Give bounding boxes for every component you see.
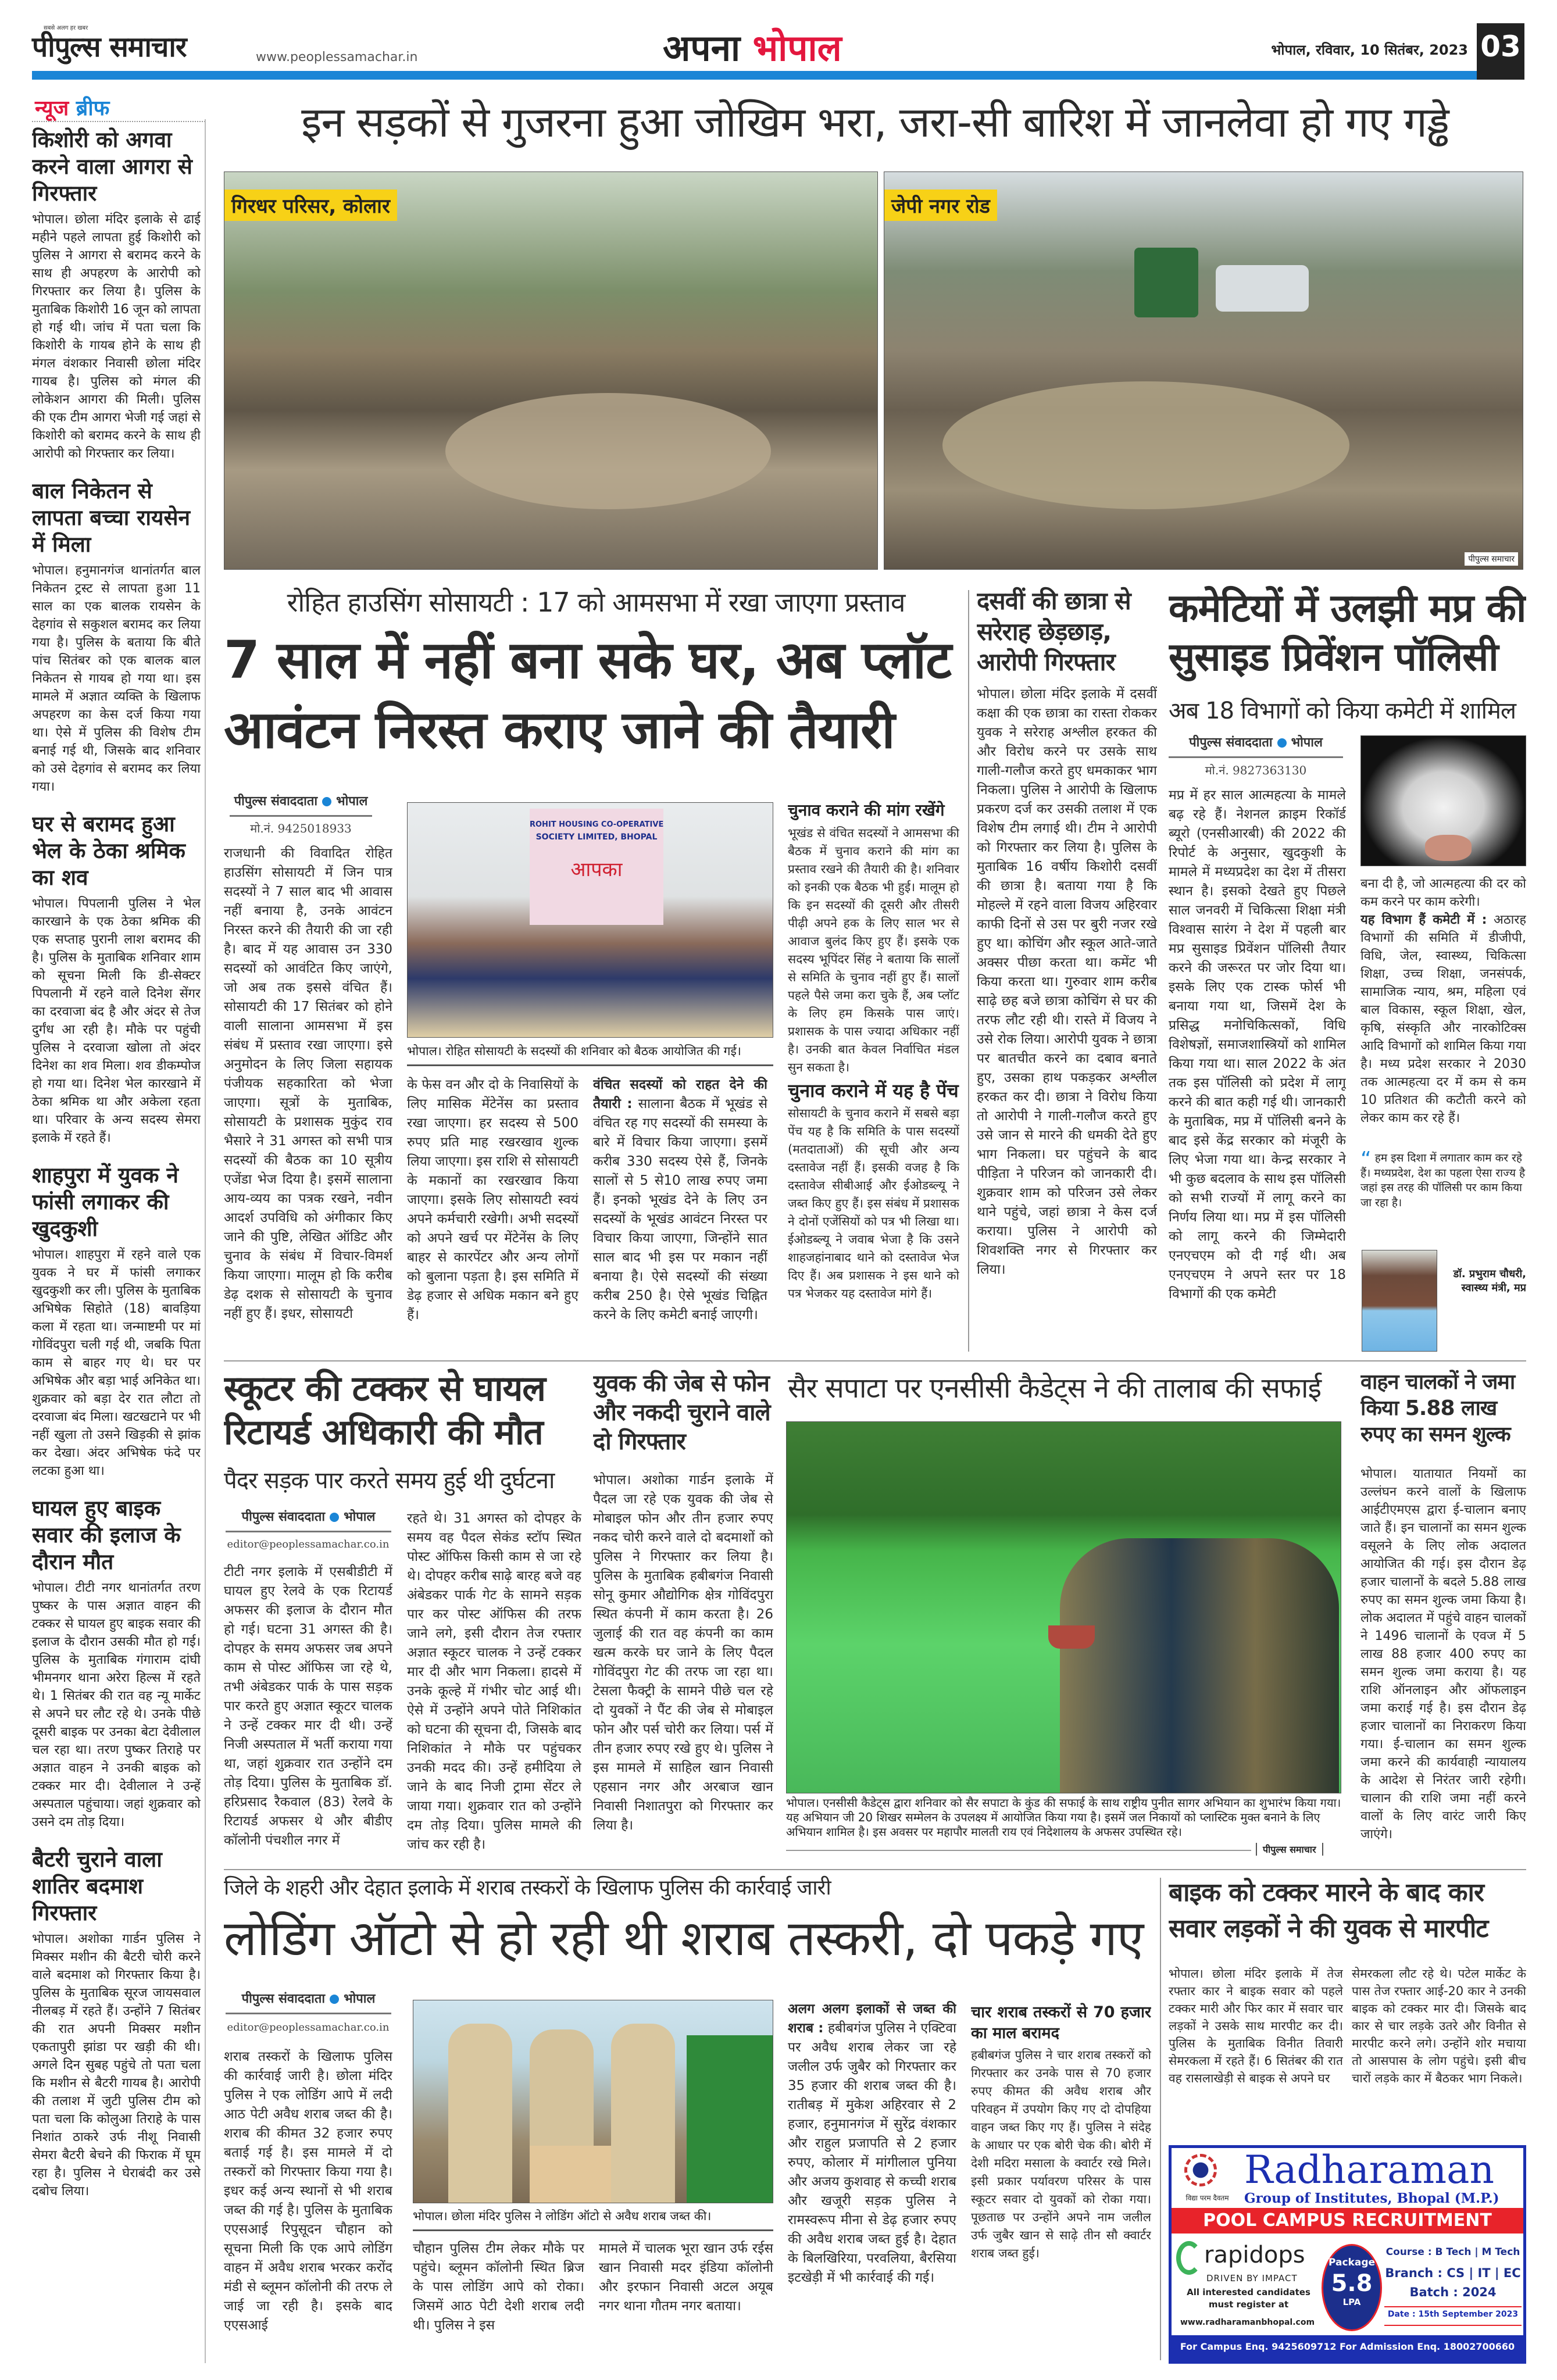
column-rule xyxy=(1160,1878,1161,2360)
brief-item: शाहपुरा में युवक ने फांसी लगाकर की खुदकुशी भोपाल। शाहपुरा में रहने वाले एक युवक ने घर में फांसी लगाकर खुदकुशी कर ली। पुलिस के मुताबिक अभिषेक सिहोते (18) बावड़िया कला में रहता था। जन्माष्टमी पर मां गोविंदपुरा चली गई थी, जबकि पिता काम से बाहर गए थे। घर पर अभिषेक और बड़ा भाई अनिकेत था। शुक्रवार को बड़ा देर रात लौटा तो दरवाजा बंद मिला। खटखटाने पर भी नहीं खुला तो उसने खिड़की से झांक कर देखा। अंदर अभिषेक फंदे पर लटका हुआ था। xyxy=(32,1163,201,1478)
brief-divider xyxy=(32,121,205,122)
liquor-col1: शराब तस्करों के खिलाफ पुलिस की कार्रवाई जारी है। छोला मंदिर पुलिस ने एक लोडिंग आपे में लदी आठ पेटी अवैध शराब जब्त की है। शराब की कीमत 32 हजार रुपए बताई गई है। इस मामले में दो तस्करों को गिरफ्तार किया गया है। इधर कई अन्य स्थानों से भी शराब जब्त की गई है। पुलिस के मुताबिक एएसआई रिपुसूदन चौहान को सूचना मिली कि एक आपे लोडिंग वाहन में अवैध शराब भरकर करोंद मंडी से ब्लूमन कॉलोनी की तरफ ले जाई जा रही है। इसके बाद एएसआई xyxy=(224,2049,392,2333)
liquor-col3: मामले में चालक भूरा खान उर्फ रईस खान निवासी मदर इंडिया कॉलोनी और इरफान निवासी अटल अयूब नगर थाना गौतम नगर बताया। xyxy=(599,2241,773,2314)
auto-rickshaw xyxy=(1134,248,1198,317)
suicide-subhead: अब 18 विभागों को किया कमेटी में शामिल xyxy=(1169,698,1516,724)
ad-company-tag: DRIVEN BY IMPACT xyxy=(1206,2273,1298,2283)
news-brief-list xyxy=(32,127,201,2363)
section-rule xyxy=(224,1869,1526,1870)
ad-brand: Radharaman xyxy=(1244,2148,1494,2192)
suicide-col1: मप्र में हर साल आत्महत्या के मामले बढ़ रहे हैं। नेशनल क्राइम रिकॉर्ड ब्यूरो (एनसीआरबी) की 2022 की रिपोर्ट के अनुसार, खुदकुशी के मामले में मध्यप्रदेश का देश में तीसरा स्थान है। इसको देखते हुए पिछले साल जनवरी में चिकित्सा शिक्षा मंत्री विश्वास सारंग ने देश में पहली बार मप्र सुसाइड प्रिवेंशन पॉलिसी तैयार करने की जरूरत पर जोर दिया था। इसके लिए एक टास्क फोर्स भी बनाया गया था, जिसमें देश के प्रसिद्ध मनोचिकित्सकों, विधि विशेषज्ञों, समाजशास्त्रियों को शामिल किया गया था। साल 2022 के अंत तक इस पॉलिसी को प्रदेश में लागू करने की बात कही गई थी। जानकारी के मुताबिक, मप्र में पॉलिसी बनने के बाद इसे केंद्र सरकार को मंजूरी के लिए भेजा गया था। केन्द्र सरकार ने भी कुछ बदलाव के साथ इस पॉलिसी को सभी राज्यों में लागू करने का निर्णय लिया था। मप्र में इस पॉलिसी को लागू करने की जिम्मेदारी एनएचएम को दी गई थी। अब एनएचएम ने अपने स्तर पर 18 विभागों की एक कमेटी xyxy=(1169,788,1346,1302)
liquor-col4: अलग अलग इलाकों से जब्त की शराब : हबीबगंज पुलिस ने एक्टिवा पर अवैध शराब लेकर जा रहे जलील उर्फ जुबैर को गिरफ्तार कर 35 हजार की शराब जब्त की है। रातीबड़ में मुकेश अहिरवार से 2 हजार, हनुमानगंज में सुरेंद्र वंशकार और राहुल प्रजापति से 2 हजार रुपए, कोलार में मांगीलाल पुनिया और अजय कुशवाह से कच्ची शराब और खजूरी सड़क पुलिस ने रामस्वरूप मीना से डेढ़ हजार रुपए की अवैध शराब जब्त हुई है। देहात के बिलखिरिया, परवलिया, बैरसिया इटखेड़ी में भी कार्रवाई की गई। xyxy=(788,2002,956,2285)
rapidops-logo-icon xyxy=(1176,2241,1202,2275)
dasvi-headline: दसवीं की छात्रा से सरेराह छेड़छाड़, आरोपी गिरफ्तार xyxy=(977,587,1131,676)
liquor-kicker: जिले के शहरी और देहात इलाके में शराब तस्करों के खिलाफ पुलिस की कार्रवाई जारी xyxy=(224,1876,831,1900)
news-brief-label: न्यूज ब्रीफ xyxy=(35,97,110,120)
ad-course: Course : B Tech | M Tech xyxy=(1385,2246,1520,2258)
scooter-byline: पीपुल्स संवाददाता भोपाल xyxy=(226,1509,391,1532)
dasvi-text: भोपाल। छोला मंदिर इलाके में दसवीं कक्षा की एक छात्रा का रास्ता रोककर युवक ने सरेराह अश्लील हरकत की और विरोध करने पर उसके साथ गाली-गलौज करते हुए धमकाकर भाग निकला। पुलिस ने आरोपी के खिलाफ प्रकरण दर्ज कर उसकी तलाश में एक विशेष टीम लगाई थी। टीम ने आरोपी को गिरफ्तार कर लिया है। पुलिस के मुताबिक 16 वर्षीय किशोरी दसवीं की छात्रा है। बताया गया है कि मोहल्ले में रहने वाला विजय अहिरवार काफी दिनों से उस पर बुरी नजर रखे हुए था। कोचिंग और स्कूल आते-जाते अक्सर पीछा करता था। कमेंट भी किया करता था। गुरुवार शाम करीब साढ़े छह बजे छात्रा कोचिंग से घर की तरफ लौट रही थी। रास्ते में विजय ने उसे रोक लिया। आरोपी युवक ने छात्रा पर बातचीत करने का दबाव बनाते हुए, उसका हाथ पकड़कर अश्लील हरकत कर दी। छात्रा ने विरोध किया तो आरोपी ने गाली-गलौज करते हुए उसे जान से मारने की धमकी देते हुए भाग निकला। घर पहुंचने के बाद पीड़िता ने परिजन को जानकारी दी। शुक्रवार शाम को परिजन उसे लेकर थाने पहुंचे, जहां छात्रा ने केस दर्ज कराया। पुलिस ने आरोपी को शिवशक्ति नगर से गिरफ्तार कर लिया। xyxy=(977,687,1157,1277)
location-label: गिरधर परिसर, कोलार xyxy=(224,190,397,221)
scooter-email[interactable]: editor@peoplessamachar.co.in xyxy=(227,1538,390,1550)
rohit-col2: के फेस वन और दो के निवासियों के लिए मासिक मेंटेनेंस का प्रस्ताव रखा जाएगा। हर सदस्य से 500 रुपए प्रति माह रखरखाव शुल्क लिया जाएगा। इस राशि से सोसायटी के मकानों का रखरखाव किया जाएगा। इसके लिए सोसायटी स्वयं अपने कर्मचारी रखेगी। अभी सदस्यों को अपने खर्च पर मेंटेनेंस के लिए बाहर से कारपेंटर और अन्य लोगों को बुलाना पड़ता है। इस समिति में डेढ़ हजार से अधिक मकान बने हुए हैं। xyxy=(407,1077,578,1323)
road-photo-girdhar xyxy=(224,171,878,570)
scooter-subhead: पैदर सड़क पार करते समय हुई थी दुर्घटना xyxy=(224,1467,555,1494)
scooter-col1: टीटी नगर इलाके में एसबीडीटी में घायल हुए रेलवे के एक रिटायर्ड अफसर की इलाज के दौरान मौत हो गई। घटना 31 अगस्त की है। दोपहर के समय अफसर जब अपने काम से पोस्ट ऑफिस जा रहे थे, तभी अंबेडकर पार्क के पास सड़क पार करते हुए अज्ञात स्कूटर चालक ने उन्हें टक्कर मार दी थी। उन्हें निजी अस्पताल में भर्ती कराया गया था, जहां शुक्रवार रात उन्होंने दम तोड़ दिया। पुलिस के मुताबिक डॉ. हरिप्रसाद रैकवाल (83) रेलवे के रिटायर्ड अफसर थे और बीडीए कॉलोनी पंचशील नगर में xyxy=(224,1564,392,1848)
phone-headline: युवक की जेब से फोन और नकदी चुराने वाले दो गिरफ्तार xyxy=(593,1370,770,1455)
rohit-col3: वंचित सदस्यों को राहत देने की तैयारी : सालाना बैठक में भूखंड से वंचित रह गए सदस्यों की समस्या के बारे में विचार किया जाएगा। इसमें करीब 330 सदस्य ऐसे हैं, जिनके सालों से 5 से10 लाख रुपए जमा हैं। इनको भूखंड देने के लिए उन सदस्यों के भूखंड आवंटन निरस्त पर विचार किया जाएगा, जिन्होंने सात साल बाद भी इस पर मकान नहीं बनाया है। ऐसे सदस्यों की संख्या करीब 250 है। ऐसे भूखंड चिह्नित करने के लिए कमेटी बनाई जाएगी। xyxy=(593,1077,767,1323)
rohit-col4: चुनाव कराने की मांग रखेंगे भूखंड से वंचित सदस्यों ने आमसभा की बैठक में चुनाव कराने की मांग का प्रस्ताव रखने की तैयारी की है। शनिवार को इनकी एक बैठक भी हुई। मालूम हो कि इन सदस्यों की दूसरी और तीसरी पीढ़ी अपने हक के लिए साल भर से आवाज बुलंद किए हुए हैं। इसके एक सदस्य भूपिंदर सिंह ने बताया कि सालों से समिति के चुनाव नहीं हुए हैं। सालों पहले पैसे जमा करा चुके हैं, अब प्लॉट के लिए हम किसके पास जाएं। प्रशासक के पास ज्यादा अधिकार नहीं है। उनकी बात केवल निर्वाचित मंडल सुन सकता है। चुनाव कराने में यह है पेंच सोसायटी के चुनाव कराने में सबसे बड़ा पेंच यह है कि समिति के पास सदस्यों (मतदाताओं) की सूची और अन्य दस्तावेज नहीं हैं। इसकी वजह है कि दस्तावेज सीबीआई और ईओडब्ल्यू ने जब्त किए हुए हैं। इस संबंध में प्रशासक ने दोनों एजेंसियों को पत्र भी लिखा था। ईओडब्ल्यू ने जवाब भेजा है कि उसने शाहजहांनाबाद थाने को दस्तावेज भेज दिए हैं। अब प्रशासक ने इस थाने को पत्र भेजकर यह दस्तावेज मांगे हैं। xyxy=(788,801,959,1300)
minister-quote-box xyxy=(1360,1151,1526,1357)
loading-auto xyxy=(687,2035,773,2203)
radharaman-ad[interactable] xyxy=(1169,2145,1526,2364)
bike-headline: बाइक को टक्कर मारने के बाद कार सवार लड़कों ने की युवक से मारपीट xyxy=(1169,1878,1488,1943)
liquor-caption: भोपाल। छोला मंदिर पुलिस ने लोडिंग ऑटो से अवैध शराब जब्त की। xyxy=(413,2208,773,2231)
ad-date: Date : 15th September 2023 xyxy=(1384,2306,1522,2326)
liquor-col2: चौहान पुलिस टीम लेकर मौके पर पहुंचे। ब्लूमन कॉलोनी स्थित ब्रिज के पास लोडिंग आपे को रोका। जिसमें आठ पेटी देशी शराब लदी थी। पुलिस ने इस xyxy=(413,2241,584,2333)
vahan-text: भोपाल। यातायात नियमों का उल्लंघन करने वालों के खिलाफ आईटीएमएस द्वारा ई-चालान बनाए जाते हैं। इन चालानों का समन शुल्क वसूलने के लिए लोक अदालत आयोजित की गई। इस दौरान डेढ़ हजार चालानों के बदले 5.88 लाख रुपए का समन शुल्क जमा किया है। लोक अदालत में पहुंचे वाहन चालकों ने 1496 चालानों के एवज में 5 लाख 88 हजार 400 रुपए का समन शुल्क जमा कराया है। यह राशि ऑनलाइन और ऑफलाइन जमा कराई गई है। इस दौरान डेढ़ हजार चालानों का निराकरण किया गया। ई-चालान का समन शुल्क जमा करने की कार्यवाही न्यायालय के आदेश से निरंतर जारी रहेगी। चालान की राशि जमा नहीं करने वालों के लिए वारंट जारी किए जाएंगे। xyxy=(1360,1467,1526,1842)
column-rule xyxy=(205,119,206,2363)
ad-group: Group of Institutes, Bhopal (M.P.) xyxy=(1244,2190,1499,2206)
brief-item: बैटरी चुराने वाला शातिर बदमाश गिरफ्तार भोपाल। अशोका गार्डन पुलिस ने मिक्सर मशीन की बैटरी चोरी करने वाले बदमाश को गिरफ्तार किया है। पुलिस के मुताबिक सूरज जायसवाल नीलबड़ में रहते हैं। उन्होंने 7 सितंबर की रात अपनी मिक्सर मशीन एकतापुरी झांडा पर खड़ी की थी। अगले दिन सुबह पहुंचे तो पता चला कि मशीन से बैटरी गायब है। आरोपी की तलाश में जुटी पुलिस टीम को पता चला कि कोलुआ तिराहे के पास निशांत ठाकरे उर्फ नीशू निवासी सेमरा बैटरी बेचने की फिराक में घूम रहा है। पुलिस ने घेराबंदी कर उसे दबोच लिया। xyxy=(32,1847,201,2199)
police-loading-auto-photo xyxy=(413,2000,773,2203)
puddle xyxy=(942,381,1349,509)
dot-icon xyxy=(1277,738,1287,748)
page-number: 03 xyxy=(1477,23,1524,80)
masthead-logo: सबसे अलग हर खबर पीपुल्स समाचार xyxy=(32,25,187,63)
rohit-headline: 7 साल में नहीं बना सके घर, अब प्लॉट आवंटन निरस्त कराए जाने की तैयारी xyxy=(224,630,951,760)
header-rule xyxy=(32,71,1477,80)
column-rule xyxy=(968,590,969,1352)
ad-footer: For Campus Enq. 9425609712 For Admission Enq. 18002700660 xyxy=(1172,2335,1523,2361)
liquor-headline: लोडिंग ऑटो से हो रही थी शराब तस्करी, दो पकड़े गए xyxy=(224,1910,1144,1967)
ad-branch: Branch : CS | IT | EC xyxy=(1385,2266,1521,2280)
dot-icon xyxy=(330,1995,339,2004)
rohit-caption: भोपाल। रोहित सोसायटी के सदस्यों की शनिवार को बैठक आयोजित की गई। xyxy=(407,1043,773,1066)
brief-item: घायल हुए बाइक सवार की इलाज के दौरान मौत भोपाल। टीटी नगर थानांतर्गत तरण पुष्कर के पास अज्ञात वाहन की टक्कर से घायल हुए बाइक सवार की इलाज के दौरान उसकी मौत हो गई। पुलिस के मुताबिक गंगाराम दांघी भीमनगर थाना अरेरा हिल्स में रहते थे। 1 सितंबर की रात वह न्यू मार्केट से अपने घर लौट रहे थे। उनके पीछे दूसरी बाइक पर उनका बेटा देवीलाल चल रहा था। तरण पुष्कर तिराहे पर अज्ञात वाहन ने उनकी बाइक को टक्कर मार दी। देवीलाल ने उन्हें अस्पताल पहुंचाया। जहां शुक्रवार को उसने दम तोड़ दिया। xyxy=(32,1496,201,1829)
society-banner: ROHIT HOUSING CO-OPERATIVE SOCIETY LIMITED, BHOPAL आपका xyxy=(530,809,663,925)
suicide-byline: पीपुल्स संवाददाता भोपाल xyxy=(1169,735,1343,758)
brief-item: घर से बरामद हुआ भेल के ठेका श्रमिक का शव भोपाल। पिपलानी पुलिस ने भेल कारखाने के एक ठेका श्रमिक की एक सप्ताह पुरानी लाश बरामद की है। पुलिस के मुताबिक शनिवार शाम को सूचना मिली कि डी-सेक्टर पिपलानी में रहने वाले दिनेश सेंगर का दरवाजा बंद है और अंदर से तेज दुर्गंध आ रही है। मौके पर पहुंची पुलिस ने दरवाजा खोला तो अंदर दिनेश का शव मिला। शव डीकम्पोज हो गया था। दिनेश भेल कारखाने में ठेका श्रमिक था और अकेला रहता था। परिवार के अन्य सदस्य सेमरा इलाके में रहते हैं। xyxy=(32,812,201,1145)
road-photo-jp-nagar xyxy=(884,171,1523,570)
ad-batch: Batch : 2024 xyxy=(1409,2285,1497,2299)
ncc-headline: सैर सपाटा पर एनसीसी कैडेट्स ने की तालाब की सफाई xyxy=(788,1372,1322,1405)
site-url[interactable]: www.peoplessamachar.in xyxy=(256,50,418,65)
ad-motto: विद्या परम दैवतम xyxy=(1185,2194,1229,2202)
phone-text: भोपाल। अशोका गार्डन इलाके में पैदल जा रहे एक युवक की जेब से मोबाइल फोन और तीन हजार रुपए नकद चोरी करने वाले दो बदमाशों को पुलिस ने गिरफ्तार कर लिया है। पुलिस के मुताबिक हबीबगंज निवासी सोनू कुमार औद्योगिक क्षेत्र गोविंदपुरा स्थित कंपनी में काम करता है। 26 जुलाई की रात वह कंपनी का काम खत्म करके घर जाने के लिए पैदल गोविंदपुरा गेट की तरफ जा रहा था। टेसला फैक्ट्री के सामने पीछे चल रहे दो युवकों ने पैंट की जेब से मोबाइल फोन और पर्स चोरी कर लिया। पर्स में तीन हजार रुपए रखे हुए थे। पुलिस ने इस मामले में साहिल खान निवासी एहसान नगर और अरबाज खान निवासी निशातपुरा को गिरफ्तार कर लिया है। xyxy=(593,1473,773,1833)
ad-banner: POOL CAMPUS RECRUITMENT xyxy=(1172,2208,1523,2234)
hand xyxy=(1425,835,1472,861)
suicide-mobile: मो.नं. 9827363130 xyxy=(1205,763,1307,777)
section-rule xyxy=(224,1360,1526,1361)
dot-icon xyxy=(322,797,331,806)
policeman xyxy=(611,2024,675,2203)
brief-item: किशोरी को अगवा करने वाला आगरा से गिरफ्तार भोपाल। छोला मंदिर इलाके से ढाई महीने पहले लापता हुई किशोरी को पुलिस ने आगरा से बरामद करने के साथ ही अपहरण के आरोपी को गिरफ्तार कर लिया है। पुलिस के मुताबिक किशोरी 16 जून को लापता हो गई थी। जांच में पता चला कि किशोरी के गायब होने के साथ ही मंगल वंशकार निवासी छोला मंदिर गायब है। पुलिस को मंगल की लोकेशन आगरा की मिली। पुलिस की एक टीम आगरा भेजी गई जहां से किशोरी को बरामद करने के साथ ही आरोपी को गिरफ्तार कर लिया। xyxy=(32,127,201,461)
rohit-col1: राजधानी की विवादित रोहित हाउसिंग सोसायटी में जिन पात्र सदस्यों ने 7 साल बाद भी आवास नहीं बनाया है, उनके आवंटन निरस्त करने की तैयारी की जा रही है। बाद में यह आवास उन 330 सदस्यों को आवंटित किए जाएंगे, जो अब तक इससे वंचित हैं। सोसायटी की 17 सितंबर को होने वाली सालाना आमसभा में इस संबंध में प्रस्ताव रखा जाएगा। इसे अनुमोदन के लिए जिला सहायक पंजीयक सहकारिता को भेजा जाएगा। सूत्रों के मुताबिक, सोसायटी के प्रशासक मुकुंद राव भैसारे ने 31 अगस्त को सभी पात्र सदस्यों की बैठक का 10 सूत्रीय एजेंडा भेज दिया है। इसमें सालाना आय-व्यय का पत्रक रखने, नवीन आदर्श उपविधि को अंगीकार किए जाने की पुष्टि, लेखित ऑडिट और चुनाव के संबंध में विचार-विमर्श किया जाएगा। मालूम हो कि करीब डेढ़ दशक से सोसायटी के चुनाव नहीं हुए हैं। इधर, सोसायटी xyxy=(224,846,392,1321)
liquor-byline: पीपुल्स संवाददाता भोपाल xyxy=(226,1991,391,2014)
dot-icon xyxy=(330,1513,339,1522)
suicide-headline: कमेटियों में उलझी मप्र की सुसाइड प्रिवेंशन पॉलिसी xyxy=(1169,585,1526,680)
vahan-headline: वाहन चालकों ने जमा किया 5.88 लाख रुपए का समन शुल्क xyxy=(1360,1370,1515,1446)
institute-logo-icon xyxy=(1184,2154,1217,2186)
liquor-col5: चार शराब तस्करों से 70 हजार का माल बरामद हबीबगंज पुलिस ने चार शराब तस्करों को गिरफ्तार कर उनके पास से 70 हजार रुपए कीमत की अवैध शराब और परिवहन में उपयोग किए गए दो दोपहिया वाहन जब्त किए गए हैं। पुलिस ने संदेह के आधार पर एक बोरी चेक की। बोरी में देशी मदिरा मसाला के क्वार्टर रखे मिले। इसी प्रकार पर्यावरण परिसर के पास स्कूटर सवार दो युवकों को रोका गया। पूछताछ पर उन्होंने अपने नाम जलील उर्फ जुबैर खान से साढ़े तीन सौ क्वार्टर शराब जब्त हुई। xyxy=(971,2003,1151,2260)
covered-body-photo xyxy=(1360,735,1526,866)
bike-col1: भोपाल। छोला मंदिर इलाके में तेज रफ्तार कार ने बाइक सवार को पहले टक्कर मारी और फिर कार में सवार चार लड़कों ने उसके साथ मारपीट कर दी। पुलिस के मुताबिक विनीत तिवारी सेमरकला में रहते हैं। 6 सितंबर की रात वह रासलाखेड़ी से बाइक से अपने घर xyxy=(1169,1967,1343,2085)
rohit-meeting-photo xyxy=(407,802,773,1038)
ad-register: All interested candidates must register at xyxy=(1187,2287,1310,2310)
bike-col2: सेमरकला लौट रहे थे। पटेल मार्केट के पास तेज रफ्तार आई-20 कार ने उनकी बाइक को टक्कर मार दी। जिसके बाद कार से चार लड़के उतरे और विनीत से मारपीट करने लगे। उन्होंने शोर मचाया तो आसपास के लोग पहुंचे। इसी बीच चारों लड़के कार में बैठकर भाग निकले। xyxy=(1352,1967,1526,2085)
location-label: जेपी नगर रोड xyxy=(884,190,997,221)
brief-item: बाल निकेतन से लापता बच्चा रायसेन में मिला भोपाल। हनुमानगंज थानांतर्गत बाल निकेतन ट्रस्ट से लापता हुआ 11 साल का एक बालक रायसेन के देहगांव से सकुशल बरामद कर लिया गया है। पुलिस के बताया कि बीते पांच सितंबर को एक बालक बाल निकेतन से गायब हो गया था। इस मामले में अज्ञात व्यक्ति के खिलाफ अपहरण का केस दर्ज किया गया था। ऐसे में पुलिस की विशेष टीम बनाई गई थी, जिसके बाद शनिवार को उसे देहगांव से बरामद कर लिया गया। xyxy=(32,478,201,794)
ncc-caption: भोपाल। एनसीसी कैडेट्स द्वारा शनिवार को सैर सपाटा के कुंड की सफाई के साथ राष्ट्रीय पुनीत सागर अभियान का शुभारंभ किया गया। यह अभियान जी 20 शिखर सम्मेलन के उपलक्ष्य में आयोजित किया गया है। इसमें जल निकायों को प्लास्टिक मुक्त बनाने के लिए अभियान शामिल है। इस अवसर पर महापौर मालती राय एवं निदेशालय के अफसर उपस्थित रहे। xyxy=(786,1796,1341,1839)
quote-attribution: डॉ. प्रभुराम चौधरी, स्वास्थ्य मंत्री, मप्र xyxy=(1453,1268,1526,1295)
quote-text: “ हम इस दिशा में लगातार काम कर रहे हैं। मध्यप्रदेश, देश का पहला ऐसा राज्य है जहां इस तरह की पॉलिसी पर काम किया जा रहा है। xyxy=(1360,1151,1526,1244)
ad-site[interactable]: www.radharamanbhopal.com xyxy=(1180,2318,1315,2327)
liquor-email[interactable]: editor@peoplessamachar.co.in xyxy=(227,2021,390,2034)
scooter-headline: स्कूटर की टक्कर से घायल रिटायर्ड अधिकारी की मौत xyxy=(224,1368,545,1453)
rohit-kicker: रोहित हाउसिंग सोसायटी : 17 को आमसभा में रखा जाएगा प्रस्ताव xyxy=(287,587,905,618)
dateline: भोपाल, रविवार, 10 सितंबर, 2023 xyxy=(1271,42,1468,58)
boat xyxy=(1048,1625,1095,1649)
rohit-byline: पीपुल्स संवाददाता भोपाल xyxy=(230,794,372,817)
ad-company: rapidops xyxy=(1204,2242,1305,2268)
puddle xyxy=(445,393,771,509)
roads-headline: इन सड़कों से गुजरना हुआ जोखिम भरा, जरा-सी बारिश में जानलेवा हो गए गड्ढे xyxy=(301,98,1449,146)
quote-icon: “ xyxy=(1360,1151,1372,1171)
policeman xyxy=(448,2024,512,2203)
suicide-col2: बना दी है, जो आत्महत्या की दर को कम करने पर काम करेगी। यह विभाग हैं कमेटी में : अठारह विभागों की समिति में डीजीपी, विधि, जेल, स्वास्थ्य, चिकित्सा शिक्षा, उच्च शिक्षा, जनसंपर्क, सामाजिक न्याय, श्रम, महिला एवं बाल विकास, स्कूल शिक्षा, खेल, कृषि, संस्कृति और नारकोटिक्स आदि विभागों को शामिल किया गया है। मध्य प्रदेश सरकार ने 2030 तक आत्महत्या दर में कम से कम 10 प्रतिशत की कटौती करने को लेकर काम कर रहे हैं। xyxy=(1360,877,1526,1125)
minister-photo xyxy=(1362,1250,1437,1352)
package-badge: Package 5.8 LPA xyxy=(1322,2244,1382,2331)
officers-group xyxy=(1060,1538,1339,1793)
ncc-credit: पीपुल्स समाचार xyxy=(1256,1843,1323,1856)
scooter-col2: रहते थे। 31 अगस्त को दोपहर के समय वह पैदल सेकंड स्टॉप स्थित पोस्ट ऑफिस किसी काम से जा रहे थे। दोपहर करीब साढ़े बारह बजे वह अंबेडकर पार्क गेट के सामने सड़क पार कर पोस्ट ऑफिस की तरफ जाने लगे, इसी दौरान तेज रफ्तार अज्ञात स्कूटर चालक ने उन्हें टक्कर मार दी और भाग निकला। हादसे में उनके कूल्हे में गंभीर चोट आई थी। ऐसे में उन्होंने अपने पोते निशिकांत को घटना की सूचना दी, जिसके बाद निशिकांत ने मौके पर पहुंचकर उनकी मदद की। उन्हें हमीदिया ले जाने के बाद निजी ट्रामा सेंटर ले जाया गया। शुक्रवार रात को उन्होंने दम तोड़ दिया। पुलिस मामले की जांच कर रही है। xyxy=(407,1511,581,1852)
rohit-mobile: मो.नं. 9425018933 xyxy=(250,821,352,835)
photo-credit: पीपुल्स समाचार xyxy=(1465,552,1518,566)
caption-rule xyxy=(786,1850,1251,1851)
car xyxy=(1216,265,1309,312)
section-title: अपना भोपाल xyxy=(663,27,842,69)
liquor-boxes xyxy=(530,2146,611,2203)
ncc-lake-photo xyxy=(786,1421,1341,1793)
